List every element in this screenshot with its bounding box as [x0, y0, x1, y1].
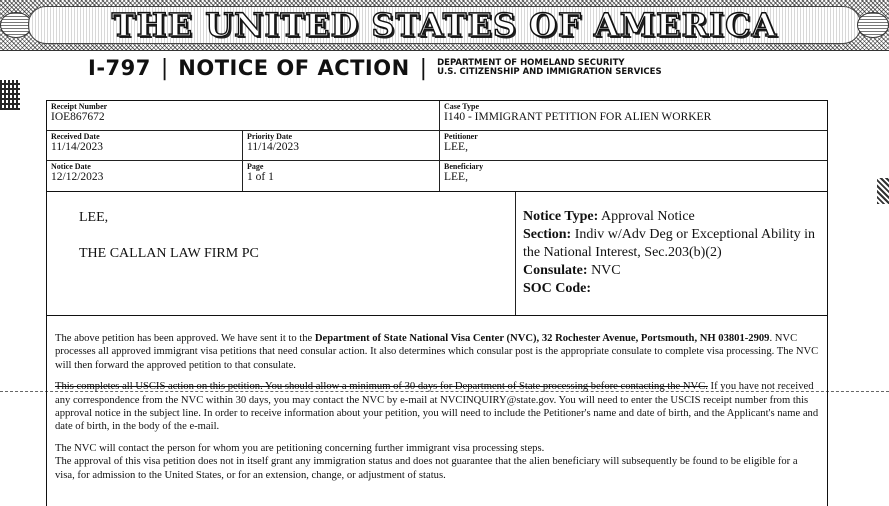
page-label: Page — [247, 162, 264, 171]
received-date-cell — [47, 131, 243, 161]
paragraph-approval-intro: The above petition has been approved. We have sent it to the — [55, 333, 315, 344]
case-type-label: Case Type — [444, 102, 480, 111]
barcode-edge-icon — [877, 178, 889, 204]
barcode-icon — [0, 80, 20, 110]
page-value: 1 of 1 — [247, 171, 274, 183]
beneficiary-value: LEE, — [444, 171, 468, 183]
priority-date-value: 11/14/2023 — [247, 141, 299, 153]
section-row — [523, 226, 823, 262]
case-type-cell — [440, 101, 827, 131]
receipt-number-label: Receipt Number — [51, 102, 108, 111]
banner-title: THE UNITED STATES OF AMERICA — [111, 6, 778, 44]
law-firm-name: THE CALLAN LAW FIRM PC — [79, 246, 259, 261]
receipt-number-value: IOE867672 — [51, 111, 105, 123]
header-separator-2: | — [419, 55, 428, 81]
soc-code-label: SOC Code: — [523, 281, 592, 296]
paragraph-nvc-contact — [55, 380, 819, 434]
banner-ribbon — [28, 6, 861, 44]
agency-line-2: U.S. CITIZENSHIP AND IMMIGRATION SERVICES — [437, 67, 662, 77]
agency-line-1: DEPARTMENT OF HOMELAND SECURITY — [437, 58, 625, 68]
section-label: Section: — [523, 227, 572, 242]
document-banner — [0, 0, 889, 51]
form-title: NOTICE OF ACTION — [178, 56, 410, 80]
form-header — [88, 55, 662, 81]
beneficiary-label: Beneficiary — [444, 162, 484, 171]
paragraph-approval-rest: . NVC processes all approved immigrant visa petitions that need consular action. It also determines which consular post is the appropriate consulate to complete visa processing. The NVC will then forward the approved petition to that consulate. — [55, 333, 819, 371]
paragraph-nvc-steps: The NVC will contact the person for whom you are petitioning concerning further immigrant visa processing steps. — [55, 442, 545, 454]
receipt-number-cell — [47, 101, 440, 131]
section-value: Indiv w/Adv Deg or Exceptional Ability in the National Interest, Sec.203(b)(2) — [523, 227, 816, 260]
banner-ornament-right — [857, 12, 889, 38]
notice-type-row — [523, 208, 823, 226]
consulate-row — [523, 262, 823, 280]
consulate-label: Consulate: — [523, 263, 588, 278]
received-date-value: 11/14/2023 — [51, 141, 103, 153]
priority-date-cell — [243, 131, 440, 161]
paragraph-disclaimer: The approval of this visa petition does not in itself grant any immigration status and does not guarantee that the alien beneficiary will subsequently be found to be eligible for a visa, for admission to the United States, or for an extension, change, or adjustment of status. — [55, 456, 798, 481]
case-type-value: I140 - IMMIGRANT PETITION FOR ALIEN WORKER — [444, 111, 712, 123]
petitioner-label: Petitioner — [444, 132, 478, 141]
paragraph-nvc-contact-rest: If you have not received any correspondence from the NVC within 30 days, you may contact the NVC by e-mail at NVCINQUIRY@state.gov. You will need to enter the USCIS receipt number from this approval notice in the subject line. In order to receive information about your petition, you will need to include the Petitioner's name and date of birth, and the Applicant's name and date of birth, in the body of the e-mail. — [55, 381, 819, 433]
address-notice-box — [46, 192, 828, 316]
notice-type-label: Notice Type: — [523, 209, 599, 224]
case-info-table — [46, 100, 828, 192]
notice-date-cell — [47, 161, 243, 191]
priority-date-label: Priority Date — [247, 132, 293, 141]
notice-type-value: Approval Notice — [601, 209, 695, 224]
notice-body — [46, 316, 828, 506]
notice-date-label: Notice Date — [51, 162, 91, 171]
notice-date-value: 12/12/2023 — [51, 171, 104, 183]
addressee-name: LEE, — [79, 210, 109, 225]
soc-code-row — [523, 280, 823, 298]
received-date-label: Received Date — [51, 132, 100, 141]
petitioner-value: LEE, — [444, 141, 468, 153]
header-separator: | — [160, 55, 169, 81]
consulate-value: NVC — [591, 263, 621, 278]
form-number: I-797 — [88, 56, 151, 80]
address-divider — [515, 192, 516, 315]
petitioner-cell — [440, 131, 827, 161]
agency-block — [437, 59, 662, 77]
beneficiary-cell — [440, 161, 827, 191]
page-cell — [243, 161, 440, 191]
notice-details — [523, 208, 823, 298]
struck-sentence: This completes all USCIS action on this petition. You should allow a minimum of 30 days for Department of State processing before contacting the NVC. — [55, 381, 708, 393]
nvc-address: Department of State National Visa Center (NVC), 32 Rochester Avenue, Portsmouth, NH 03801-2909 — [314, 333, 770, 344]
paragraph-approval — [55, 332, 819, 372]
